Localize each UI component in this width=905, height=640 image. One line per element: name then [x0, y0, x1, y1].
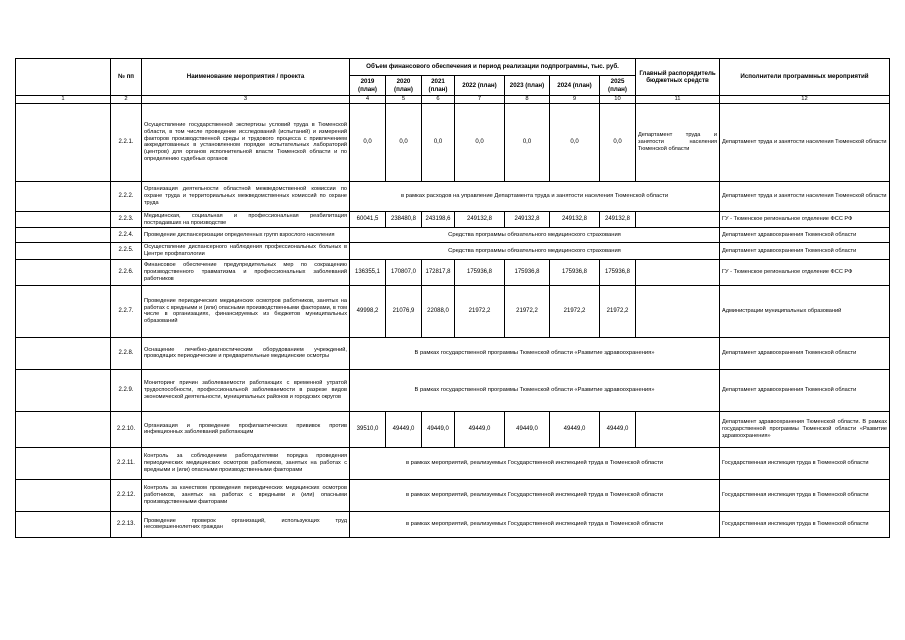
row-blank-cell: [16, 243, 111, 259]
column-number: 11: [636, 96, 720, 104]
measure-name: Осуществление государственной экспертизы условий труда в Тюменской области, в том числе проведение исследований (испытаний) и измерений факторов производственной среды и трудового процесса с привлечением аккредитованных в установленном порядке испытательных лабораторий (центров) для органов исполнительной власти Тюменской области и по определению судебных органов: [142, 103, 350, 181]
column-numbers-row: [16, 96, 890, 104]
finance-value: 0,0: [422, 103, 455, 181]
row-blank-cell: [16, 369, 111, 411]
row-number: 2.2.2.: [111, 181, 142, 211]
table-row: [16, 259, 890, 285]
table-row: [16, 243, 890, 259]
finance-value: 49998,2: [350, 285, 386, 337]
row-number: 2.2.8.: [111, 337, 142, 369]
header-col-distributor: Главный распорядитель бюджетных средств: [636, 59, 720, 96]
distributor-cell: [636, 285, 720, 337]
table-row: [16, 337, 890, 369]
row-number: 2.2.12.: [111, 479, 142, 511]
header-col-executors: Исполнители программных мероприятий: [720, 59, 890, 96]
table-row: [16, 228, 890, 243]
measure-name: Медицинская, социальная и профессиональная реабилитация пострадавших на производстве: [142, 211, 350, 227]
measure-name: Организация и проведение профилактических прививок против инфекционных заболеваний работающим: [142, 411, 350, 447]
executor-cell: ГУ - Тюменское региональное отделение ФСС РФ: [720, 211, 890, 227]
finance-value: 39510,0: [350, 411, 386, 447]
row-number: 2.2.11.: [111, 447, 142, 479]
measure-name: Оснащение лечебно-диагностическим оборудованием учреждений, проводящих периодические и предварительные медицинские осмотры: [142, 337, 350, 369]
table-row: [16, 447, 890, 479]
measure-name: Проведение периодических медицинских осмотров работников, занятых на работах с вредными и (или) опасными производственными факторами, в том числе в организациях, финансируемых из бюджетов муниципальных образований: [142, 285, 350, 337]
finance-value: 136355,1: [350, 259, 386, 285]
column-number: 4: [350, 96, 386, 104]
distributor-cell: [636, 411, 720, 447]
column-number: 2: [111, 96, 142, 104]
finance-value: 175936,8: [550, 259, 600, 285]
header-year: 2023 (план): [505, 76, 550, 96]
header-col-name: Наименование мероприятия / проекта: [142, 59, 350, 96]
header-blank: [16, 59, 111, 96]
table-row: [16, 211, 890, 227]
row-blank-cell: [16, 511, 111, 537]
finance-value: 172817,8: [422, 259, 455, 285]
column-number: 12: [720, 96, 890, 104]
measure-name: Организация деятельности областной межведомственной комиссии по охране труда и территориальных межведомственных комиссий по охране труда: [142, 181, 350, 211]
distributor-cell: [636, 211, 720, 227]
executor-cell: Департамент здравоохранения Тюменской области: [720, 243, 890, 259]
table-row: [16, 181, 890, 211]
header-col-no: № пп: [111, 59, 142, 96]
row-blank-cell: [16, 211, 111, 227]
header-col-finance: Объем финансового обеспечения и период реализации подпрограммы, тыс. руб.: [350, 59, 636, 76]
executor-cell: Департамент здравоохранения Тюменской области: [720, 369, 890, 411]
column-number: 10: [600, 96, 636, 104]
table-row: [16, 103, 890, 181]
header-year: 2024 (план): [550, 76, 600, 96]
finance-value: 170807,0: [386, 259, 422, 285]
header-row-1: [16, 59, 890, 76]
table-row: [16, 511, 890, 537]
finance-value: 21076,9: [386, 285, 422, 337]
row-number: 2.2.13.: [111, 511, 142, 537]
measure-name: Мониторинг причин заболеваемости работающих с временной утратой трудоспособности, профессиональной заболеваемости в разрезе видов экономической деятельности, муниципальных районов и городских округов: [142, 369, 350, 411]
funding-note: В рамках государственной программы Тюменской области «Развитие здравоохранения»: [350, 337, 720, 369]
row-blank-cell: [16, 411, 111, 447]
finance-value: 249132,8: [600, 211, 636, 227]
column-number: 3: [142, 96, 350, 104]
row-blank-cell: [16, 228, 111, 243]
finance-value: 0,0: [455, 103, 505, 181]
table-row: [16, 369, 890, 411]
program-measures-table: [15, 58, 890, 538]
measure-name: Контроль за соблюдением работодателями порядка проведения периодических медицинских осмотров работников, занятых на работах с вредными и (или) опасными производственными факторами: [142, 447, 350, 479]
header-year: 2019 (план): [350, 76, 386, 96]
executor-cell: Департамент труда и занятости населения Тюменской области: [720, 181, 890, 211]
funding-note: В рамках государственной программы Тюменской области «Развитие здравоохранения»: [350, 369, 720, 411]
measure-name: Финансовое обеспечение предупредительных мер по сокращению производственного травматизма и профессиональных заболеваний работников: [142, 259, 350, 285]
finance-value: 175936,8: [600, 259, 636, 285]
measure-name: Проведение диспансеризации определенных групп взрослого населения: [142, 228, 350, 243]
row-blank-cell: [16, 479, 111, 511]
funding-note: в рамках мероприятий, реализуемых Государственной инспекцией труда в Тюменской области: [350, 447, 720, 479]
table-row: [16, 411, 890, 447]
finance-value: 21972,2: [550, 285, 600, 337]
row-blank-cell: [16, 181, 111, 211]
finance-value: 22088,0: [422, 285, 455, 337]
header-year: 2022 (план): [455, 76, 505, 96]
finance-value: 0,0: [350, 103, 386, 181]
finance-value: 60041,5: [350, 211, 386, 227]
funding-note: Средства программы обязательного медицинского страхования: [350, 228, 720, 243]
header-year: 2020 (план): [386, 76, 422, 96]
header-year: 2021 (план): [422, 76, 455, 96]
finance-value: 49449,0: [550, 411, 600, 447]
executor-cell: Государственная инспекция труда в Тюменской области: [720, 479, 890, 511]
executor-cell: ГУ - Тюменское региональное отделение ФСС РФ: [720, 259, 890, 285]
row-blank-cell: [16, 337, 111, 369]
column-number: 1: [16, 96, 111, 104]
executor-cell: Департамент здравоохранения Тюменской области. В рамках государственной программы Тюменской области «Развитие здравоохранения»: [720, 411, 890, 447]
column-number: 5: [386, 96, 422, 104]
column-number: 9: [550, 96, 600, 104]
executor-cell: Администрации муниципальных образований: [720, 285, 890, 337]
finance-value: 0,0: [550, 103, 600, 181]
finance-value: 243198,6: [422, 211, 455, 227]
finance-value: 21972,2: [600, 285, 636, 337]
finance-value: 0,0: [386, 103, 422, 181]
row-number: 2.2.10.: [111, 411, 142, 447]
finance-value: 175936,8: [455, 259, 505, 285]
row-number: 2.2.6.: [111, 259, 142, 285]
finance-value: 175936,8: [505, 259, 550, 285]
row-number: 2.2.7.: [111, 285, 142, 337]
executor-cell: Государственная инспекция труда в Тюменской области: [720, 447, 890, 479]
finance-value: 21972,2: [455, 285, 505, 337]
funding-note: Средства программы обязательного медицинского страхования: [350, 243, 720, 259]
column-number: 7: [455, 96, 505, 104]
row-blank-cell: [16, 285, 111, 337]
column-number: 8: [505, 96, 550, 104]
finance-value: 49449,0: [386, 411, 422, 447]
table-row: [16, 479, 890, 511]
funding-note: в рамках мероприятий, реализуемых Государственной инспекцией труда в Тюменской области: [350, 479, 720, 511]
finance-value: 49449,0: [455, 411, 505, 447]
measure-name: Контроль за качеством проведения периодических медицинских осмотров работников, занятых на работах с вредными и (или) опасными производственными факторами: [142, 479, 350, 511]
executor-cell: Департамент здравоохранения Тюменской области: [720, 228, 890, 243]
executor-cell: Государственная инспекция труда в Тюменской области: [720, 511, 890, 537]
row-blank-cell: [16, 259, 111, 285]
distributor-cell: [636, 259, 720, 285]
row-number: 2.2.1.: [111, 103, 142, 181]
distributor-cell: Департамент труда и занятости населения Тюменской области: [636, 103, 720, 181]
finance-value: 249132,8: [550, 211, 600, 227]
row-number: 2.2.3.: [111, 211, 142, 227]
funding-note: в рамках мероприятий, реализуемых Государственной инспекцией труда в Тюменской области: [350, 511, 720, 537]
row-number: 2.2.4.: [111, 228, 142, 243]
finance-value: 0,0: [505, 103, 550, 181]
finance-value: 49449,0: [422, 411, 455, 447]
finance-value: 238480,8: [386, 211, 422, 227]
table-row: [16, 285, 890, 337]
executor-cell: Департамент здравоохранения Тюменской области: [720, 337, 890, 369]
measure-name: Проведение проверок организаций, использующих труд несовершеннолетних граждан: [142, 511, 350, 537]
row-blank-cell: [16, 447, 111, 479]
row-number: 2.2.9.: [111, 369, 142, 411]
finance-value: 249132,8: [505, 211, 550, 227]
measure-name: Осуществление диспансерного наблюдения профессиональных больных в Центре профпатологии: [142, 243, 350, 259]
header-year: 2025 (план): [600, 76, 636, 96]
finance-value: 49449,0: [505, 411, 550, 447]
finance-value: 21972,2: [505, 285, 550, 337]
finance-value: 249132,8: [455, 211, 505, 227]
funding-note: в рамках расходов на управление Департамента труда и занятости населения Тюменской области: [350, 181, 720, 211]
row-blank-cell: [16, 103, 111, 181]
finance-value: 0,0: [600, 103, 636, 181]
finance-value: 49449,0: [600, 411, 636, 447]
column-number: 6: [422, 96, 455, 104]
row-number: 2.2.5.: [111, 243, 142, 259]
executor-cell: Департамент труда и занятости населения Тюменской области: [720, 103, 890, 181]
